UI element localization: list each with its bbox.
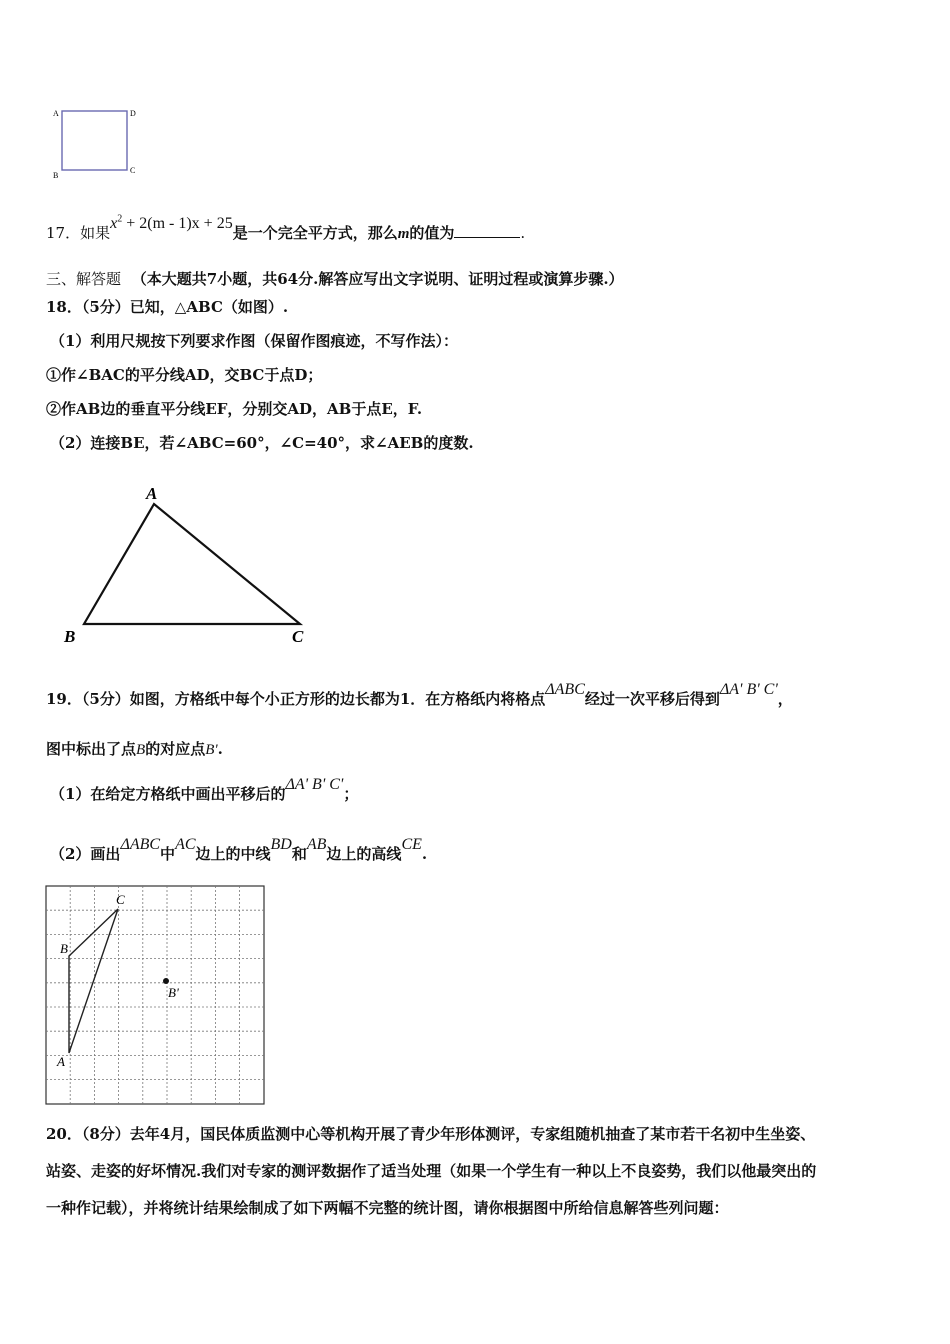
q19-line1 — [46, 681, 793, 709]
q19-tri-abc-prime: ΔA' B' C' — [719, 681, 778, 698]
q19-l1-b: 经过一次平移后得到 — [584, 690, 720, 708]
q19-p2-b: 中 — [160, 845, 176, 863]
section-3-heading — [46, 268, 624, 289]
q19-line2 — [46, 738, 223, 759]
triangle-abc-figure — [60, 480, 320, 650]
q19-p2-c: 边上的中线 — [195, 845, 271, 863]
q17-mid: 是一个完全平方式，那么 — [232, 224, 398, 242]
q17-expr-exp: 2 — [117, 213, 123, 225]
q19-l1-c: ， — [777, 690, 793, 708]
answer-blank — [454, 223, 520, 238]
grid-label-c: C — [116, 892, 125, 907]
q20-line2: 站姿、走姿的好坏情况.我们对专家的测评数据作了适当处理（如果一个学生有一种以上不良姿势，我们以他最突出的 — [46, 1162, 817, 1180]
q19-p2-e: 边上的高线 — [326, 845, 402, 863]
square-label-b: B — [53, 171, 59, 180]
triangle-label-a: A — [146, 484, 158, 503]
q19-p2-tri: ΔABC — [120, 836, 161, 853]
q19-p2-a: （2）画出 — [50, 845, 121, 863]
q17-expr-base: x — [110, 215, 118, 232]
q19-p2-ab: AB — [306, 836, 327, 853]
q19-p2-ce: CE — [401, 836, 422, 853]
grid-figure — [45, 885, 267, 1107]
section-3-desc: （本大题共7小题，共64分.解答应写出文字说明、证明过程或演算步骤.） — [131, 270, 624, 288]
q17-suffix: 的值为 — [409, 224, 455, 242]
q17-end: . — [520, 224, 526, 242]
q17-number: 17． — [46, 224, 81, 242]
q19-tri-abc: ΔABC — [545, 681, 585, 698]
q18-part2: （2）连接BE，若∠ABC=60°，∠C=40°，求∠AEB的度数. — [50, 434, 474, 452]
q19-l2-c: . — [217, 740, 223, 758]
question-17 — [46, 213, 526, 243]
q19-p1-b: ； — [343, 785, 359, 803]
q19-part2 — [50, 836, 428, 864]
grid-label-b: B — [60, 941, 68, 956]
q19-p1-tri: ΔA' B' C' — [285, 776, 344, 793]
q19-p1-a: （1）在给定方格纸中画出平移后的 — [50, 785, 286, 803]
q18-step1: ①作∠BAC的平分线AD，交BC于点D； — [46, 366, 323, 384]
q19-p2-d: 和 — [291, 845, 307, 863]
q18-part1: （1）利用尺规按下列要求作图（保留作图痕迹，不写作法）： — [50, 332, 458, 350]
q19-l1-a: 19．（5分）如图，方格纸中每个小正方形的边长都为1．在方格纸内将格点 — [46, 690, 546, 708]
q20-line3: 一种作记载），并将统计结果绘制成了如下两幅不完整的统计图，请你根据图中所给信息解答些列问题： — [46, 1199, 729, 1217]
q19-l2-bprime-point: B' — [205, 742, 218, 758]
grid-label-a: A — [57, 1054, 65, 1069]
q19-l2-a: 图中标出了点 — [46, 740, 137, 758]
grid-label-bprime: B' — [168, 985, 179, 1000]
q19-p2-bd: BD — [270, 836, 292, 853]
square-label-c: C — [130, 166, 136, 175]
q17-prefix: 如果 — [80, 224, 111, 242]
q20-line1: 20．（8分）去年4月，国民体质监测中心等机构开展了青少年形体测评，专家组随机抽查了某市若干名初中生坐姿、 — [46, 1125, 816, 1143]
q19-part1 — [50, 776, 359, 804]
q17-expression — [110, 215, 233, 232]
triangle-label-b: B — [64, 627, 76, 646]
triangle-label-c: C — [292, 627, 304, 646]
q17-var: m — [397, 226, 410, 242]
square-label-d: D — [130, 109, 136, 118]
square-figure — [50, 105, 145, 180]
q19-p2-f: . — [421, 845, 428, 863]
q17-expr-rest: + 2(m - 1)x + 25 — [122, 215, 233, 232]
q19-l2-b: 的对应点 — [145, 740, 206, 758]
q19-l2-b-point: B — [136, 742, 146, 758]
q19-p2-ac: AC — [175, 836, 196, 853]
square-label-a: A — [53, 109, 59, 118]
section-3-title: 三、解答题 — [46, 270, 122, 288]
q18-head: 18．（5分）已知，△ABC（如图）. — [46, 298, 289, 316]
q18-step2: ②作AB边的垂直平分线EF，分别交AD，AB于点E，F. — [46, 400, 423, 418]
